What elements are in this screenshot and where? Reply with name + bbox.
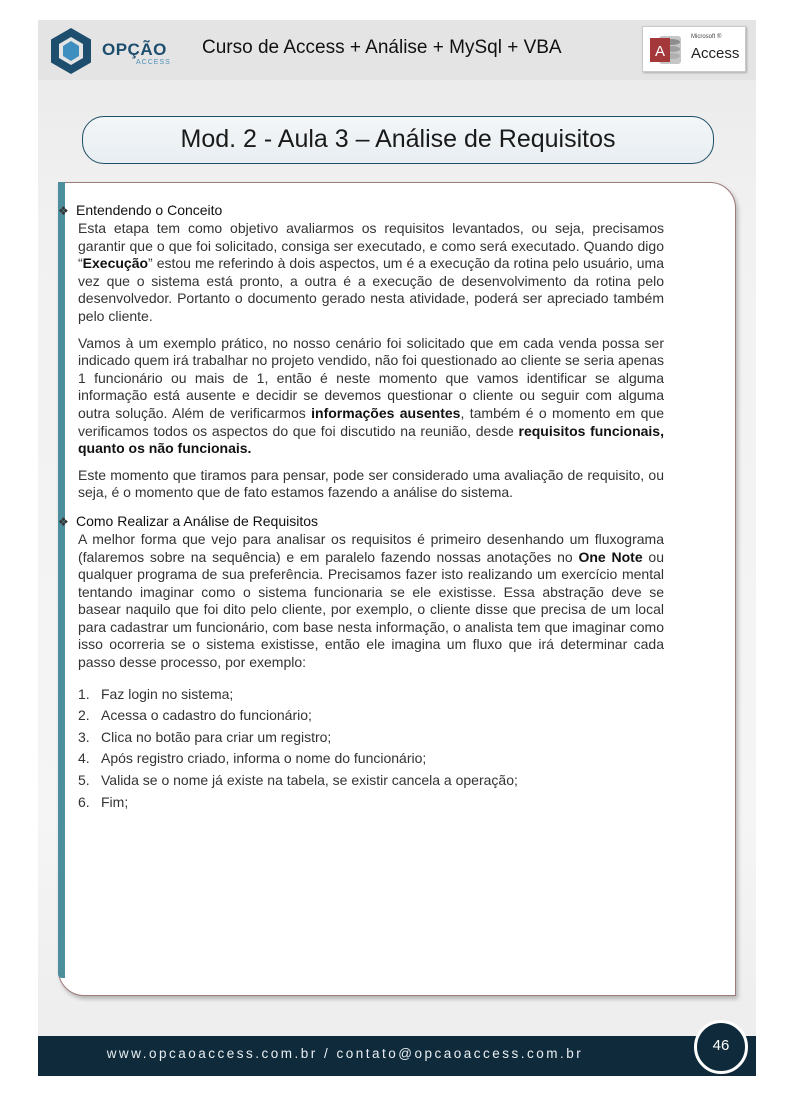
section-heading-concept [58,201,664,220]
list-item: 4. Após registro criado, informa o nome do funcionário; [78,750,427,767]
diamond-bullet-icon: ❖ [58,204,69,218]
list-item: 5. Valida se o nome já existe na tabela, se existir cancela a operação; [78,772,518,789]
module-title: Mod. 2 - Aula 3 – Análise de Requisitos [82,116,714,164]
paragraph: Vamos à um exemplo prático, no nosso cenário foi solicitado que em cada venda possa ser indicado quem irá trabalhar no projeto vendido, não foi questionado ao cliente se seria apenas 1 funcionário ou mais de 1, então é neste momento que vamos identificar se alguma informação está ausente e decidir se devemos questionar o cliente ou seguir com alguma outra solução. Além de verificarmos informações ausentes, também é o momento em que verificamos todos os aspectos do que foi discutido na reunião, desde requisitos funcionais, quanto os não funcionais. [78,334,664,457]
list-item: 1. Faz login no sistema; [78,685,234,702]
paragraph: Esta etapa tem como objetivo avaliarmos os requisitos levantados, ou seja, precisamos garantir que o que foi solicitado, consiga ser executado, e como será executado. Quando digo “Execução” estou me referindo à dois aspectos, um é a execução da rotina pelo usuário, uma vez que o sistema está pronto, a outra é a execução de desenvolvimento da rotina pelo desenvolvedor. Portanto o documento gerado nesta atividade, poderá ser apreciado também pelo cliente. [78,220,664,324]
list-item: 2. Acessa o cadastro do funcionário; [78,707,312,724]
svg-text:A: A [654,43,666,60]
section-heading-label: Como Realizar a Análise de Requisitos [76,512,319,529]
course-title: Curso de Access + Análise + MySql + VBA [202,37,562,58]
section-heading-how-to [58,512,664,531]
logo-text: OPÇÃO [102,40,167,59]
access-name-label: Access [691,45,740,62]
list-item: 3. Clica no botão para criar um registro; [78,728,332,745]
footer [38,1036,756,1076]
list-item: 6. Fim; [78,793,129,810]
access-app-icon [649,33,683,67]
paragraph: Este momento que tiramos para pensar, pode ser considerado uma avaliação de requisito, ou seja, é o momento que de fato estamos fazendo a análise do sistema. [78,466,664,501]
footer-contact: www.opcaoaccess.com.br / contato@opcaoaccess.com.br [106,1046,584,1061]
access-badge [642,26,746,72]
section-heading-label: Entendendo o Conceito [76,202,223,218]
content-text [58,201,664,813]
access-microsoft-label: Microsoft ® [691,34,722,40]
paragraph: A melhor forma que vejo para analisar os requisitos é primeiro desenhando um fluxograma (falaremos sobre na sequência) e em paralelo fazendo nossas anotações no One Note ou qualquer programa de sua preferência. Precisamos fazer isto realizando um exercício mental tentando imaginar como o sistema funcionaria se ele existisse. Essa abstração deve se basear naquilo que foi dito pelo cliente, por exemplo, o cliente disse que precisa de um local para cadastrar um funcionário, com base nesta informação, o analista tem que imaginar como isso ocorreria se o sistema existisse, então ele imagina um fluxo que irá determinar cada passo desse processo, por exemplo: [78,530,665,671]
hexagon-logo-icon [46,26,96,76]
diamond-bullet-icon: ❖ [58,514,69,529]
header [38,20,756,80]
opcao-access-logo [46,26,176,76]
logo-subtext: ACCESS [136,59,171,66]
steps-list [78,684,664,814]
page-number: 46 [694,1020,748,1074]
